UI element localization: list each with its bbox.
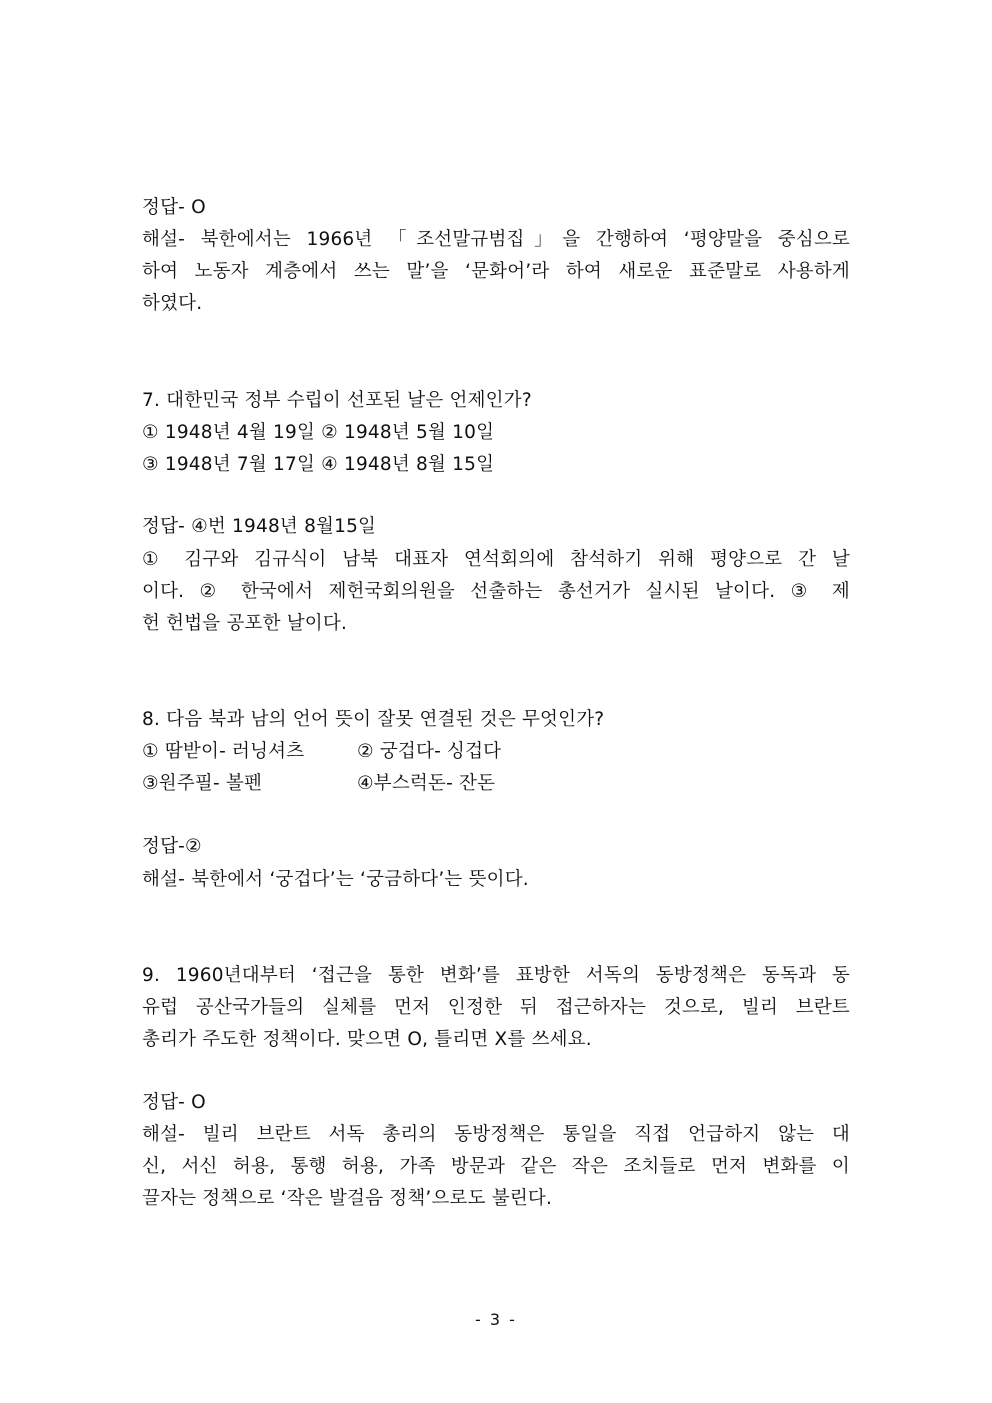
question-9-line-1: 9. 1960년대부터 ‘접근을 통한 변화’를 표방한 서독의 동방정책은 동독과 동 — [142, 965, 850, 986]
explanation-9-line-3: 끌자는 정책으로 ‘작은 발걸음 정책’으로도 불린다. — [142, 1188, 553, 1209]
question-7-text: 7. 대한민국 정부 수립이 선포된 날은 언제인가? — [142, 390, 532, 411]
explanation-6-line-3: 하였다. — [142, 293, 203, 314]
explanation-7-line-1: ① 김구와 김규식이 남북 대표자 연석회의에 참석하기 위해 평양으로 간 날 — [142, 549, 850, 570]
question-8-text: 8. 다음 북과 남의 언어 뜻이 잘못 연결된 것은 무엇인가? — [142, 709, 605, 730]
page-number: - 3 - — [475, 1310, 517, 1329]
question-9-line-2: 유럽 공산국가들의 실체를 먼저 인정한 뒤 접근하자는 것으로, 빌리 브란트 — [142, 997, 850, 1018]
explanation-6-line-2: 하여 노동자 계층에서 쓰는 말’을 ‘문화어’라 하여 새로운 표준말로 사용하게 — [142, 261, 850, 282]
explanation-9-line-1: 해설- 빌리 브란트 서독 총리의 동방정책은 통일을 직접 언급하지 않는 대 — [142, 1124, 850, 1145]
explanation-6-line-1: 해설- 북한에서는 1966년 「조선말규범집」을 간행하여 ‘평양말을 중심으로 — [142, 229, 850, 250]
question-7-options-2: ③ 1948년 7월 17일 ④ 1948년 8월 15일 — [142, 454, 495, 475]
question-9-line-3: 총리가 주도한 정책이다. 맞으면 O, 틀리면 X를 쓰세요. — [142, 1029, 592, 1050]
explanation-7-line-2: 이다. ② 한국에서 제헌국회의원을 선출하는 총선거가 실시된 날이다. ③ 제 — [142, 581, 850, 602]
question-8-option-3: ③원주필- 볼펜 — [142, 773, 263, 794]
explanation-8: 해설- 북한에서 ‘궁겁다’는 ‘궁금하다’는 뜻이다. — [142, 869, 529, 890]
explanation-9-line-2: 신, 서신 허용, 통행 허용, 가족 방문과 같은 작은 조치들로 먼저 변화를 이 — [142, 1156, 850, 1177]
answer-6: 정답- O — [142, 197, 206, 218]
question-7-options-1: ① 1948년 4월 19일 ② 1948년 5월 10일 — [142, 422, 495, 443]
explanation-7-line-3: 헌 헌법을 공포한 날이다. — [142, 613, 348, 634]
answer-7: 정답- ④번 1948년 8월15일 — [142, 516, 377, 537]
question-8-option-2: ② 궁겁다- 싱겁다 — [357, 741, 502, 762]
answer-9: 정답- O — [142, 1092, 206, 1113]
question-8-option-4: ④부스럭돈- 잔돈 — [357, 773, 496, 794]
question-8-option-1: ① 땀받이- 러닝셔츠 — [142, 741, 305, 762]
answer-8: 정답-② — [142, 836, 202, 857]
